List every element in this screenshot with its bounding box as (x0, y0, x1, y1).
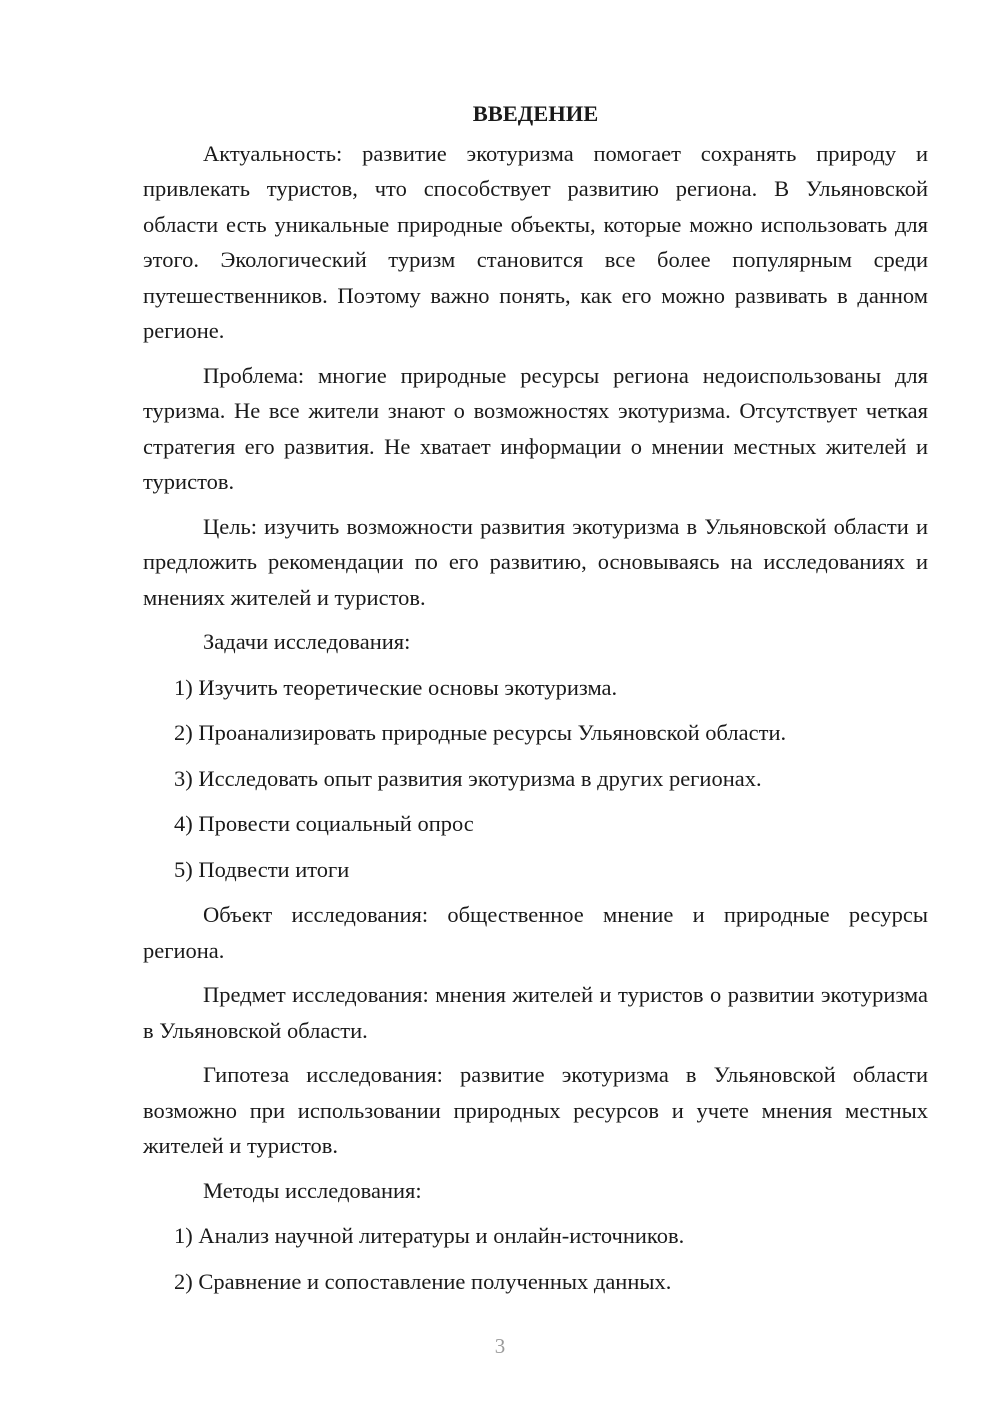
methods-label: Методы исследования: (203, 1177, 422, 1203)
section-title: ВВЕДЕНИЕ (472, 101, 599, 126)
subject-paragraph: Предмет исследования: мнения жителей и туристов о развитии экотуризма в Ульяновской области. (143, 982, 928, 1043)
task-item: 5) Подвести итоги (174, 856, 350, 882)
tasks-label: Задачи исследования: (203, 629, 411, 654)
task-item: 3) Исследовать опыт развития экотуризма в других регионах. (174, 765, 762, 791)
relevance-paragraph: Актуальность: развитие экотуризма помогает сохранять природу и привлекать туристов, что способствует развитию региона. В Ульяновской области есть уникальные природные объекты, которые можно использовать для этого. Экологический туризм становится все более популярным среди путешественников. Поэтому важно понять, как его можно развивать в данном регионе. (143, 140, 928, 343)
problem-paragraph: Проблема: многие природные ресурсы региона недоиспользованы для туризма. Не все жители знают о возможностях экотуризма. Отсутствует четкая стратегия его развития. Не хватает информации о мнении местных жителей и туристов. (143, 362, 928, 494)
goal-paragraph: Цель: изучить возможности развития экотуризма в Ульяновской области и предложить рекомендации по его развитию, основываясь на исследованиях и мнениях жителей и туристов. (143, 513, 928, 610)
method-item: 2) Сравнение и сопоставление полученных данных. (174, 1268, 672, 1294)
task-item: 4) Провести социальный опрос (174, 811, 474, 836)
page-content (143, 96, 928, 1309)
hypothesis-paragraph: Гипотеза исследования: развитие экотуризма в Ульяновской области возможно при использовании природных ресурсов и учете мнения местных жителей и туристов. (143, 1062, 928, 1158)
page-number: 3 (494, 1334, 506, 1358)
task-item: 2) Проанализировать природные ресурсы Ульяновской области. (174, 720, 787, 745)
object-paragraph: Объект исследования: общественное мнение и природные ресурсы региона. (143, 902, 928, 963)
method-item: 1) Анализ научной литературы и онлайн-источников. (174, 1223, 685, 1248)
task-item: 1) Изучить теоретические основы экотуризма. (174, 674, 618, 700)
